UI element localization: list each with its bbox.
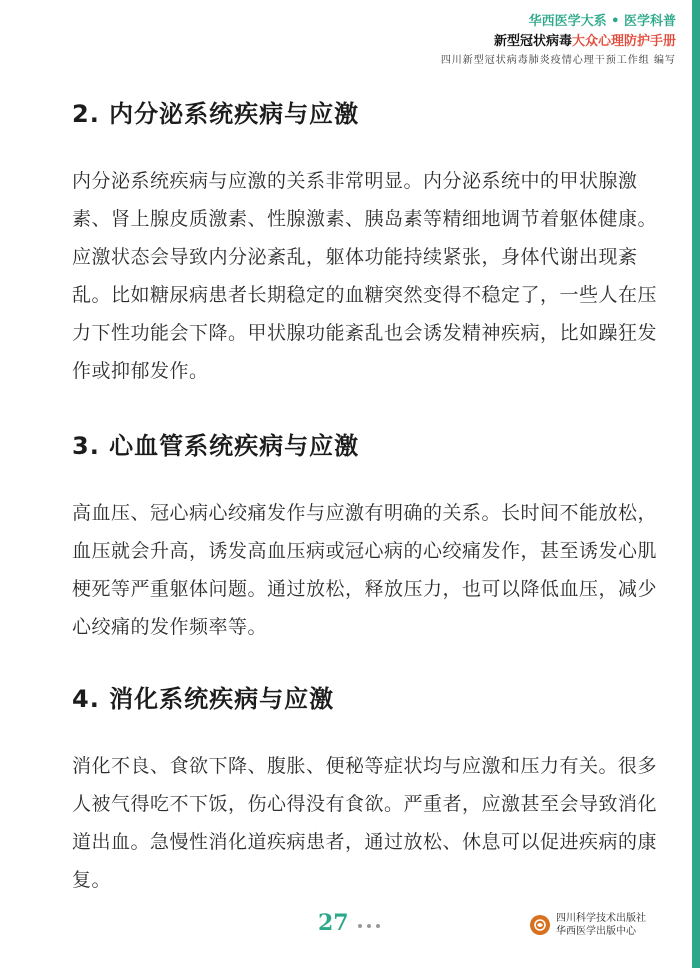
book-title-part2: 大众心理防护手册 xyxy=(571,34,676,49)
section-heading: 4. 消化系统疾病与应激 xyxy=(72,685,335,713)
section-body: 内分泌系统疾病与应激的关系非常明显。内分泌系统中的甲状腺激素、肾上腺皮质激素、性腺激素、胰岛素等精细地调节着躯体健康。应激状态会导致内分泌紊乱，躯体功能持续紧张，身体代谢出现紊乱。比如糖尿病患者长期稳定的血糖突然变得不稳定了，一些人在压力下性功能会下降。甲状腺功能紊乱也会诱发精神疾病，比如躁狂发作或抑郁发作。 xyxy=(72,170,658,382)
publisher-logo-icon xyxy=(530,915,550,935)
page-number: 27 xyxy=(318,910,349,936)
section-body: 消化不良、食欲下降、腹胀、便秘等症状均与应激和压力有关。很多人被气得吃不下饭，伤心得没有食欲。严重者，应激甚至会导致消化道出血。急慢性消化道疾病患者，通过放松、休息可以促进疾病的康复。 xyxy=(72,755,658,891)
section-body: 高血压、冠心病心绞痛发作与应激有明确的关系。长时间不能放松，血压就会升高，诱发高血压病或冠心病的心绞痛发作，甚至诱发心肌梗死等严重躯体问题。通过放松，释放压力，也可以降低血压，减少心绞痛的发作频率等。 xyxy=(72,502,658,638)
section-cardiovascular xyxy=(72,428,662,646)
publisher-block xyxy=(530,912,646,938)
page-header xyxy=(441,12,676,70)
section-endocrine xyxy=(72,96,662,390)
author-line: 四川新型冠状病毒肺炎疫情心理干预工作组 编写 xyxy=(440,55,676,66)
publisher-name-2: 华西医学出版中心 xyxy=(556,926,636,937)
book-title-part1: 新型冠状病毒 xyxy=(493,34,572,49)
section-heading: 2. 内分泌系统疾病与应激 xyxy=(72,100,360,128)
series-title: 华西医学大系 • 医学科普 xyxy=(528,14,676,29)
right-accent-bar xyxy=(692,0,700,968)
book-title xyxy=(441,32,676,52)
section-heading: 3. 心血管系统疾病与应激 xyxy=(72,432,360,460)
page-dots xyxy=(358,924,380,928)
publisher-name-1: 四川科学技术出版社 xyxy=(556,913,646,924)
section-digestive xyxy=(72,681,662,899)
